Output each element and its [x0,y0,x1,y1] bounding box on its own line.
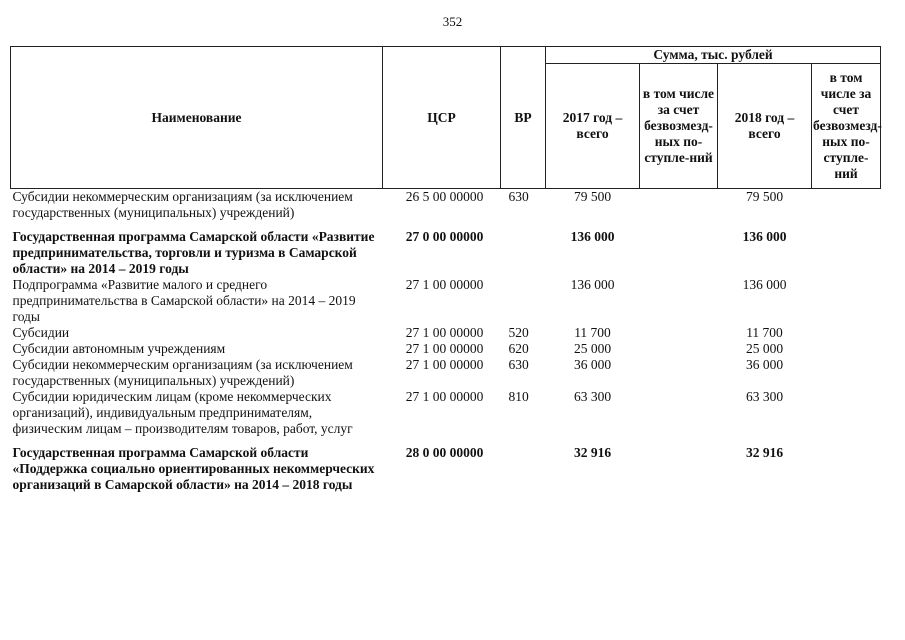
row-2017: 136 000 [570,277,615,292]
row-2018-free [812,341,881,357]
header-name: Наименование [11,47,383,189]
row-name: Субсидии автономным учреждениям [12,341,226,356]
row-2017: 25 000 [573,341,612,356]
header-2018-total: 2018 год – всего [718,64,812,189]
row-2017-free [640,189,718,222]
row-2017-free [640,341,718,357]
row-2017: 32 916 [573,445,612,460]
budget-table [10,46,881,493]
table-row [11,277,881,325]
header-csr: ЦСР [383,47,501,189]
row-2017-free [640,357,718,389]
table-row [11,357,881,389]
header-sum-group: Сумма, тыс. рублей [546,47,881,64]
row-2017: 11 700 [574,325,611,340]
row-name: Государственная программа Самарской области «Развитие предпринимательства, торговли и туризма в Самарской области» на 2014 – 2019 годы [12,229,375,276]
row-2018-free [812,389,881,437]
row-name: Подпрограмма «Развитие малого и среднего предпринимательства в Самарской области» на 2014 – 2019 годы [12,277,356,324]
row-2018-free [812,325,881,341]
row-2017-free [640,325,718,341]
row-2018: 63 300 [745,389,784,404]
header-2017-total: 2017 год – всего [546,64,640,189]
table-row [11,389,881,437]
row-vr: 620 [508,341,529,356]
row-2018-free [812,277,881,325]
row-csr: 27 1 00 00000 [405,389,484,404]
header-2017-free: в том числе за счет безвозмезд-ных по-ступле-ний [640,64,718,189]
row-2018-free [812,189,881,222]
row-vr [501,221,546,277]
row-2018: 79 500 [745,189,784,204]
header-vr: ВР [501,47,546,189]
row-vr: 810 [508,389,529,404]
row-2018-free [812,357,881,389]
row-2017: 36 000 [573,357,612,372]
row-csr: 27 1 00 00000 [405,357,484,372]
row-2018: 11 700 [746,325,783,340]
header-2018-free: в том числе за счет безвозмезд-ных по-ступле-ний [812,64,881,189]
row-csr: 27 1 00 00000 [405,341,484,356]
table-row [11,325,881,341]
row-2018-free [812,437,881,493]
row-name: Субсидии некоммерческим организациям (за исключением государственных (муниципальных) учреждений) [12,357,353,388]
row-vr: 520 [508,325,529,340]
row-2017-free [640,437,718,493]
row-2018-free [812,221,881,277]
table-row [11,189,881,222]
row-csr: 28 0 00 00000 [405,445,484,460]
row-csr: 27 1 00 00000 [405,325,484,340]
row-csr: 27 1 00 00000 [405,277,484,292]
row-2017-free [640,277,718,325]
table-row [11,341,881,357]
page-number: 352 [442,14,463,29]
row-name: Субсидии [12,325,70,340]
row-2017-free [640,221,718,277]
row-vr [501,277,546,325]
row-csr: 26 5 00 00000 [405,189,484,204]
row-2018: 136 000 [742,229,787,244]
row-csr: 27 0 00 00000 [405,229,484,244]
table-row [11,437,881,493]
row-2018: 136 000 [742,277,787,292]
row-2017-free [640,389,718,437]
row-name: Субсидии некоммерческим организациям (за исключением государственных (муниципальных) учреждений) [12,189,353,220]
row-2017: 79 500 [573,189,612,204]
row-name: Субсидии юридическим лицам (кроме некоммерческих организаций), индивидуальным предпринимателям, физическим лицам – производителям товаров, работ, услуг [12,389,353,436]
row-2018: 36 000 [745,357,784,372]
row-2018: 25 000 [745,341,784,356]
table-row [11,221,881,277]
row-vr: 630 [508,357,529,372]
row-2017: 136 000 [570,229,615,244]
row-vr [501,437,546,493]
row-name: Государственная программа Самарской области «Поддержка социально ориентированных некоммерческих организаций в Самарской области» на 2014 – 2018 годы [12,445,375,492]
row-2017: 63 300 [573,389,612,404]
row-2018: 32 916 [745,445,784,460]
row-vr: 630 [508,189,529,204]
